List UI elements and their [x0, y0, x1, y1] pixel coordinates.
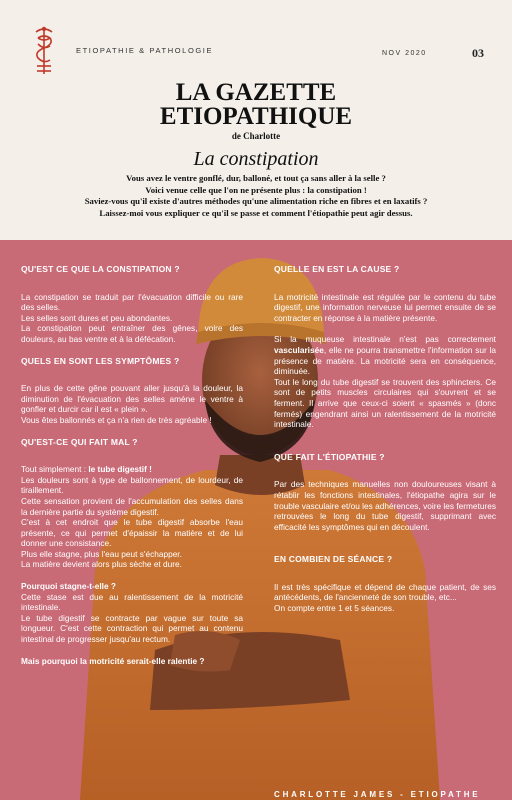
sub-heading: Mais pourquoi la motricité serait-elle ralentie ?: [21, 655, 205, 666]
paragraph: [21, 383, 243, 425]
section-heading: QU'EST CE QUE LA CONSTIPATION ?: [21, 264, 180, 274]
footer-signature: CHARLOTTE JAMES - ETIOPATHE: [274, 790, 481, 799]
title-line-1: LA GAZETTE: [175, 79, 337, 106]
paragraph: [274, 334, 496, 429]
intro-line: Laissez-moi vous expliquer ce qu'il se passe et comment l'étiopathie peut agir dessus.: [99, 207, 413, 218]
text: , elle ne pourra transmettre l'information sur la présence de matière. La motricité sera en conséquence, diminuée.: [274, 344, 496, 377]
text: Vous êtes ballonnés et ça n'a rien de très agréable !: [21, 414, 212, 425]
text: C'est à cet endroit que le tube digestif absorbe l'eau présente, ce qui permet d'épaissir la matière et de lui donner une consistance.: [21, 517, 243, 549]
text: La constipation se traduit par l'évacuation difficile ou rare des selles.: [21, 291, 243, 313]
text: Tout simplement :: [21, 464, 89, 475]
header: [0, 0, 512, 240]
caduceus-icon: [30, 24, 58, 76]
text: Cette stase est due au ralentissement de la motricité intestinale.: [21, 591, 243, 613]
text: Plus elle stagne, plus l'eau peut s'échapper.: [21, 548, 182, 559]
text: En plus de cette gêne pouvant aller jusqu'à la douleur, la diminution de l'évacuation des selles amène le ventre à gonfler et durcir car il est « plein ».: [21, 383, 243, 415]
text: Les selles sont dures et peu abondantes.: [21, 312, 173, 323]
section-heading: QUELS EN SONT LES SYMPTÔMES ?: [21, 355, 180, 366]
paragraph: [21, 592, 243, 645]
text: Cette sensation provient de l'accumulation des selles dans la dernière partie du système digestif.: [21, 495, 243, 517]
kicker: ETIOPATHIE & PATHOLOGIE: [76, 46, 214, 55]
paragraph: [21, 464, 243, 570]
subtitle: La constipation: [193, 148, 319, 170]
issue-date: NOV 2020: [382, 50, 427, 57]
right-column: [274, 264, 496, 625]
paragraph: Par des techniques manuelles non douloureuses visant à rétablir les fonctions intestinales, l'étiopathe agira sur le trouble vasculaire et/ou les adhérences, voire les fermetures retrouvées le long du tube digestif, supprimant avec efficacité les symptômes qui en découlent.: [274, 479, 496, 532]
intro-line: Voici venue celle que l'on ne présente plus : la constipation !: [145, 184, 367, 195]
byline: de Charlotte: [231, 131, 281, 141]
paragraph: [274, 582, 496, 614]
section-heading: QUE FAIT L'ÉTIOPATHIE ?: [274, 451, 385, 462]
text: Tout le long du tube digestif se trouvent des sphincters. Ce sont de petits muscles circulaires qui s'ouvrent et se ferment. Il arrive que ceux-ci soient « spasmés » (donc fermés) engendrant ainsi un ralentissement de la motricité intestinale.: [274, 376, 496, 430]
text: On compte entre 1 et 5 séances.: [274, 603, 395, 614]
section-heading: EN COMBIEN DE SÉANCE ?: [274, 554, 393, 565]
text: La matière devient alors plus sèche et dure.: [21, 559, 182, 570]
intro: [10, 173, 502, 219]
section-heading: QU'EST-CE QUI FAIT MAL ?: [21, 436, 138, 447]
text: Si la muqueuse intestinale n'est pas correctement: [274, 334, 496, 345]
article-body: [0, 240, 512, 800]
title-line-2: ETIOPATHIQUE: [159, 103, 353, 130]
paragraph: La motricité intestinale est régulée par le contenu du tube digestif, une information nerveuse lui permet ensuite de se contracter en réponse à la matière présente.: [274, 291, 496, 323]
left-column: [21, 264, 243, 666]
intro-line: Saviez-vous qu'il existe d'autres méthodes qu'une alimentation riche en fibres et en laxatifs ?: [84, 196, 428, 207]
section-heading: QUELLE EN EST LA CAUSE ?: [274, 264, 400, 274]
text: La constipation peut entraîner des gênes, voire des douleurs, au bas ventre et à la défécation.: [21, 323, 243, 344]
text: Le tube digestif se contracte par vague sur toute sa longueur. C'est cette contraction qui permet au contenu intestinal de progresser jusqu'au rectum.: [21, 612, 243, 645]
sub-heading: Pourquoi stagne-t-elle ?: [21, 581, 116, 592]
issue-number: 03: [472, 46, 484, 60]
emphasis: vascularisée: [274, 344, 324, 355]
text: Les douleurs sont à type de ballonnement, de lourdeur, de tiraillement.: [21, 474, 243, 496]
emphasis: le tube digestif !: [88, 464, 152, 475]
text: Il est très spécifique et dépend de chaque patient, de ses antécédents, de l'ancienneté de son trouble, etc...: [274, 581, 496, 603]
paragraph: [21, 292, 243, 345]
intro-line: Vous avez le ventre gonflé, dur, balloné, et tout ça sans aller à la selle ?: [126, 173, 386, 183]
